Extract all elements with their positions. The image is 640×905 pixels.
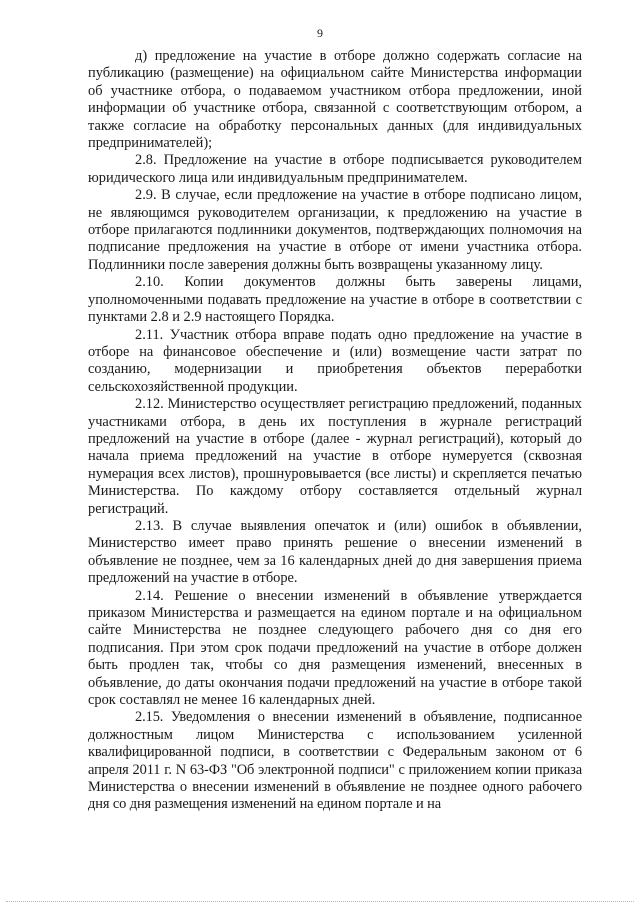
paragraph-2-11: 2.11. Участник отбора вправе подать одно предложение на участие в отборе на финансовое обеспечение и (или) возмещение части затрат по созданию, модернизации и приобретения объектов переработки сельскохозяйственной продукции.: [88, 326, 582, 395]
paragraph-2-8: 2.8. Предложение на участие в отборе подписывается руководителем юридического лица или индивидуальным предпринимателем.: [88, 152, 582, 186]
paragraph-d-consent: д) предложение на участие в отборе должно содержать согласие на публикацию (размещение) на официальном сайте Министерства информации об участнике отбора, о подаваемом участником отбора предложении, иной информации об участнике отбора, связанной с соответствующим отбором, а также согласие на обработку персональных данных (для индивидуальных предпринимателей);: [88, 48, 582, 152]
paragraph-2-13: 2.13. В случае выявления опечаток и (или) ошибок в объявлении, Министерство имеет право принять решение о внесении изменений в объявление не позднее, чем за 16 календарных дней до дня завершения приема предложений на участие в отборе.: [88, 517, 582, 587]
scan-edge-divider: [6, 901, 634, 902]
document-body: [88, 48, 582, 814]
paragraph-2-10: 2.10. Копии документов должны быть заверены лицами, уполномоченными подавать предложение на участие в отборе в соответствии с пунктами 2.8 и 2.9 настоящего Порядка.: [88, 274, 582, 326]
paragraph-2-14: 2.14. Решение о внесении изменений в объявление утверждается приказом Министерства и размещается на едином портале и на официальном сайте Министерства не позднее следующего рабочего дня со дня его подписания. При этом срок подачи предложений на участие в отборе должен быть продлен так, чтобы со дня размещения изменений, внесенных в объявление, до даты окончания подачи предложений на участие в отборе такой срок составлял не менее 16 календарных дней.: [88, 587, 582, 709]
paragraph-2-12: 2.12. Министерство осуществляет регистрацию предложений, поданных участниками отбора, в день их поступления в журнале регистраций предложений на участие в отборе (далее - журнал регистраций), который до начала приема предложений на участие в отборе нумеруется (сквозная нумерация всех листов), прошнуровывается (все листы) и скрепляется печатью Министерства. По каждому отбору составляется отдельный журнал регистраций.: [88, 396, 582, 517]
paragraph-2-9: 2.9. В случае, если предложение на участие в отборе подписано лицом, не являющимся руководителем организации, к предложению на участие в отборе прилагаются подлинники документов, подтверждающих полномочия на подписание предложения на участие в отборе от имени участника отбора. Подлинники после заверения должны быть возвращены указанному лицу.: [88, 187, 582, 273]
paragraph-2-15: 2.15. Уведомления о внесении изменений в объявление, подписанное должностным лицом Министерства с использованием усиленной квалифицированной подписи, в соответствии с Федеральным законом от 6 апреля 2011 г. N 63-ФЗ "Об электронной подписи" с приложением копии приказа Министерства о внесении изменений в объявление не позднее одного рабочего дня со дня размещения изменений на едином портале и на: [88, 709, 582, 813]
page-number: 9: [317, 26, 323, 40]
